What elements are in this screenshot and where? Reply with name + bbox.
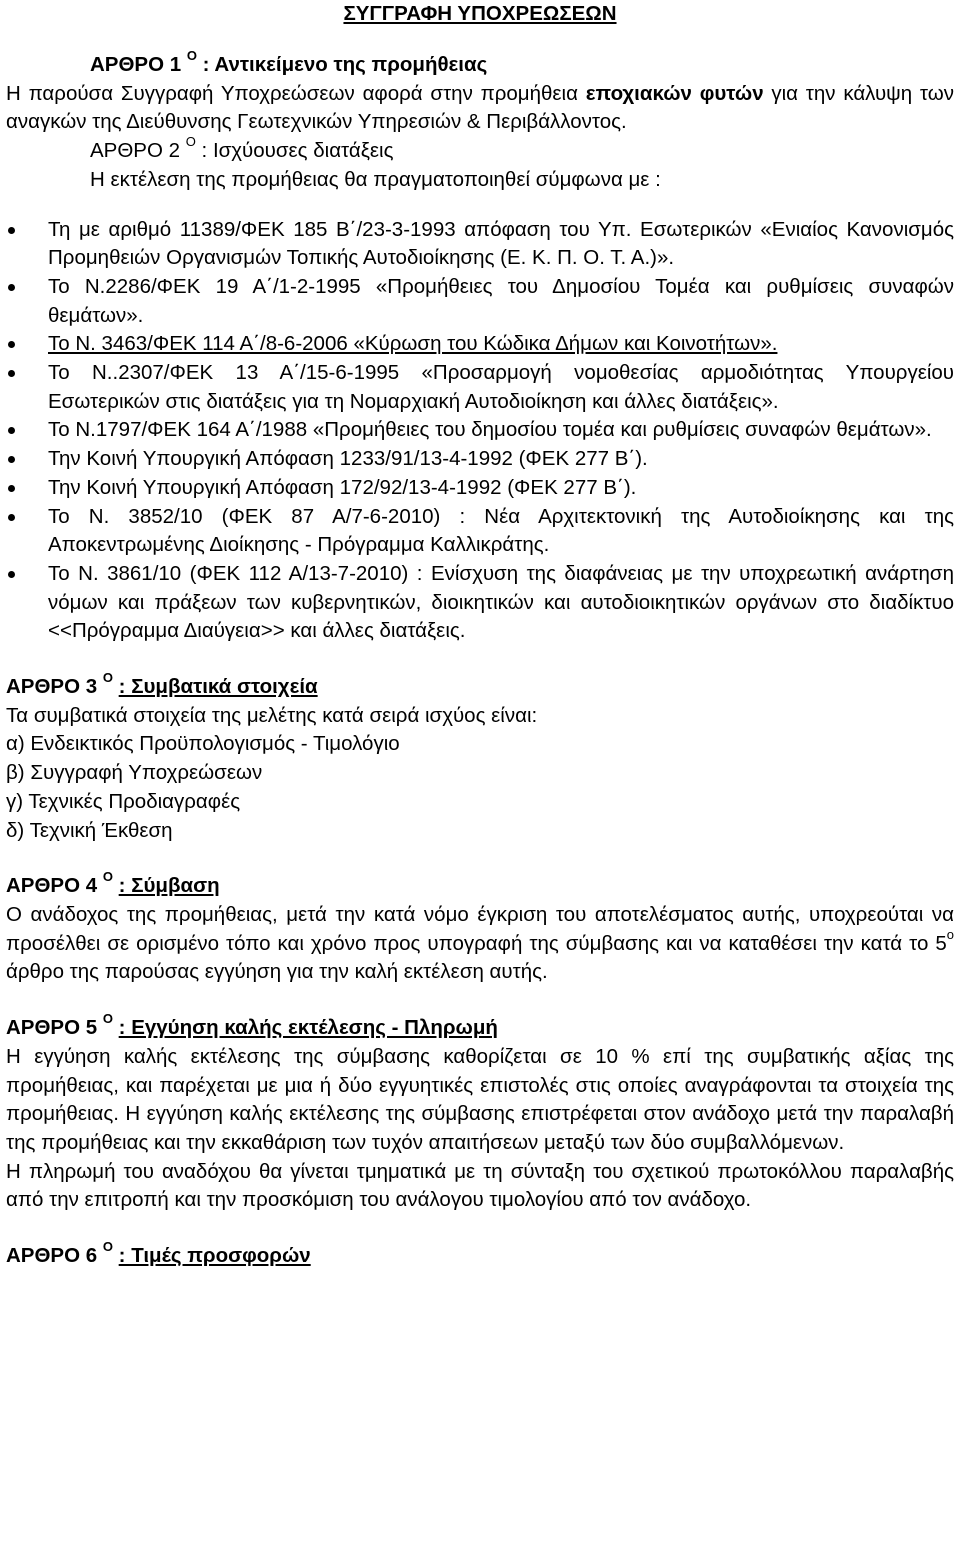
document-page: [6, 0, 954, 1271]
article-2-title: : Ισχύουσες διατάξεις: [201, 139, 394, 163]
article-2-label: ΑΡΘΡΟ 2: [90, 139, 181, 163]
article-1-bold-text: εποχιακών φυτών: [585, 81, 764, 105]
article-3-intro: Τα συμβατικά στοιχεία της μελέτης κατά σειρά ισχύος είναι:: [6, 703, 538, 727]
contract-document-item: α) Ενδεικτικός Προϋπολογισμός - Τιμολόγιο: [6, 732, 400, 756]
document-title: ΣΥΓΓΡΑΦΗ ΥΠΟΧΡΕΩΣΕΩΝ: [343, 2, 617, 25]
article-5-sup: Ο: [102, 1011, 113, 1027]
list-item: Το Ν. 3852/10 (ΦΕΚ 87 Α/7-6-2010) : Νέα Αρχιτεκτονική της Αυτοδιοίκησης και της Αποκεντρωμένης Διοίκησης - Πρόγραμμα Καλλικράτης.: [6, 503, 954, 560]
article-5-paragraph-1: Η εγγύηση καλής εκτέλεσης της σύμβασης καθορίζεται σε 10 % επί της συμβατικής αξίας της προμήθειας, και παρέχεται με μια ή δύο εγγυητικές επιστολές στις οποίες αναγράφονται τα στοιχεία της προμήθειας. Η εγγύηση καλής εκτέλεσης της σύμβασης επιστρέφεται στον ανάδοχο μετά την παραλαβή της προμήθειας και την εκκαθάριση των τυχόν απαιτήσεων μεταξύ των δύο συμβαλλόμενων.: [6, 1044, 954, 1154]
article-6-sup: Ο: [102, 1239, 113, 1255]
article-1-sup: Ο: [186, 48, 197, 64]
article-2-sup: Ο: [185, 134, 196, 150]
legislation-list: [6, 216, 954, 647]
article-1-label: ΑΡΘΡΟ 1: [90, 53, 182, 76]
article-1-heading: [6, 48, 954, 80]
article-4-text: Ο ανάδοχος της προμήθειας, μετά την κατά νόμο έγκριση του αποτελέσματος αυτής, υποχρεούται να προσέλθει σε ορισμένο τόπο και χρόνο προς υπογραφή της σύμβασης και να καταθέσει την κατά το $5^o$ άρθρο της παρούσας εγγύηση για την καλή εκτέλεση αυτής.: [6, 902, 954, 984]
article-3-sup: Ο: [102, 670, 113, 686]
article-6-label: ΑΡΘΡΟ 6: [6, 1244, 98, 1268]
contract-document-item: β) Συγγραφή Υποχρεώσεων: [6, 761, 263, 785]
article-1-title: : Αντικείμενο της προμήθειας: [202, 53, 488, 76]
list-item: Το Ν. 3463/ΦΕΚ 114 Α΄/8-6-2006 «Κύρωση του Κώδικα Δήμων και Κοινοτήτων».: [6, 330, 954, 359]
article-2-intro: Η εκτέλεση της προμήθειας θα πραγματοποιηθεί σύμφωνα με :: [90, 167, 661, 191]
list-item: Τη με αριθμό 11389/ΦΕΚ 185 Β΄/23-3-1993 απόφαση του Υπ. Εσωτερικών «Ενιαίος Κανονισμός Προμηθειών Οργανισμών Τοπικής Αυτοδιοίκησης (Ε. Κ. Π. Ο. Τ. Α.)».: [6, 216, 954, 273]
article-2-heading: [6, 134, 954, 166]
list-item: Την Κοινή Υπουργική Απόφαση 1233/91/13-4-1992 (ΦΕΚ 277 Β΄).: [6, 445, 954, 474]
article-4-sup: Ο: [102, 869, 113, 885]
article-4-heading: [6, 869, 954, 901]
article-3-title: : Συμβατικά στοιχεία: [118, 675, 318, 699]
ordinal-sup: ο: [946, 926, 954, 942]
article-3-heading: [6, 670, 954, 702]
article-4-label: ΑΡΘΡΟ 4: [6, 874, 98, 898]
article-6-heading: [6, 1239, 954, 1271]
contract-document-item: δ) Τεχνική Έκθεση: [6, 818, 173, 842]
article-4-title: : Σύμβαση: [118, 874, 220, 898]
article-5-paragraph-2: Η πληρωμή του αναδόχου θα γίνεται τμηματικά με τη σύνταξη του σχετικού πρωτοκόλλου παραλαβής από την επιτροπή και την προσκόμιση του ανάλογου τιμολογίου από τον ανάδοχο.: [6, 1159, 954, 1212]
list-item: Την Κοινή Υπουργική Απόφαση 172/92/13-4-1992 (ΦΕΚ 277 Β΄).: [6, 474, 954, 503]
article-3-label: ΑΡΘΡΟ 3: [6, 675, 98, 699]
contract-document-item: γ) Τεχνικές Προδιαγραφές: [6, 789, 241, 813]
article-5-heading: [6, 1011, 954, 1043]
article-6-title: : Τιμές προσφορών: [118, 1244, 311, 1268]
list-item: Το Ν.1797/ΦΕΚ 164 Α΄/1988 «Προμήθειες του δημοσίου τομέα και ρυθμίσεις συναφών θεμάτων».: [6, 416, 954, 445]
list-item: Το Ν..2307/ΦΕΚ 13 Α΄/15-6-1995 «Προσαρμογή νομοθεσίας αρμοδιότητας Υπουργείου Εσωτερικών στις διατάξεις για τη Νομαρχιακή Αυτοδιοίκηση και άλλες διατάξεις».: [6, 359, 954, 416]
list-item: Το Ν. 3861/10 (ΦΕΚ 112 Α/13-7-2010) : Ενίσχυση της διαφάνειας με την υποχρεωτική ανάρτηση νόμων και πράξεων των κυβερνητικών, διοικητικών και αυτοδιοικητικών οργάνων στο διαδίκτυο <<Πρόγραμμα Διαύγεια>> και άλλες διατάξεις.: [6, 560, 954, 646]
article-5-title: : Εγγύηση καλής εκτέλεσης - Πληρωμή: [118, 1016, 498, 1040]
article-5-label: ΑΡΘΡΟ 5: [6, 1016, 98, 1040]
article-1-text: Η παρούσα Συγγραφή Υποχρεώσεων αφορά στην προμήθεια εποχιακών φυτών για την κάλυψη των αναγκών της Διεύθυνσης Γεωτεχνικών Υπηρεσιών & Περιβάλλοντος.: [6, 81, 954, 134]
list-item: Το Ν.2286/ΦΕΚ 19 Α΄/1-2-1995 «Προμήθειες του Δημοσίου Τομέα και ρυθμίσεις συναφών θεμάτων».: [6, 273, 954, 330]
